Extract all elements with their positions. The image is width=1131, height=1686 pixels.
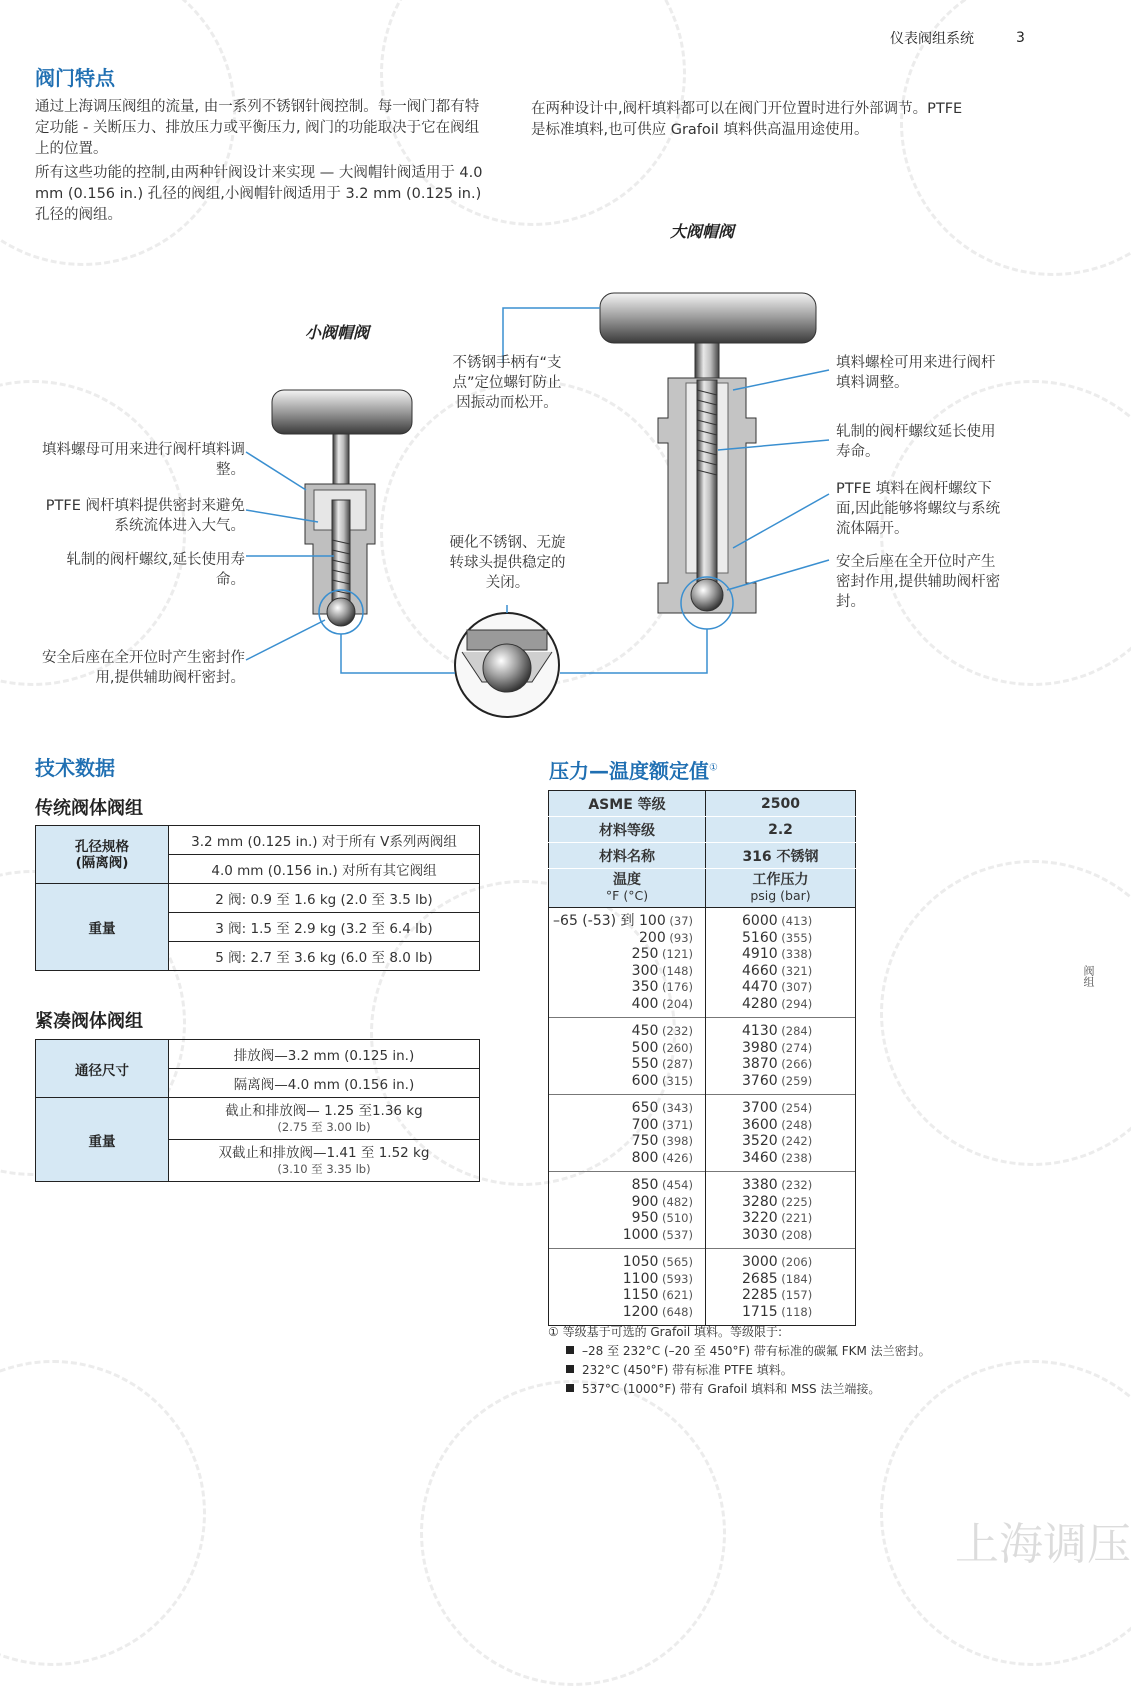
temperature-cell: 850 (454) xyxy=(631,1177,693,1193)
traditional-spec-table xyxy=(35,825,480,971)
pressure-cell: 3600 (248) xyxy=(742,1116,813,1133)
temperature-values xyxy=(549,1095,706,1172)
pressure-cell: 6000 (413) xyxy=(742,913,813,929)
large-valve-illustration xyxy=(600,293,816,629)
pressure-header: 工作压力 psig (bar) xyxy=(706,869,856,908)
pressure-cell: 3460 (238) xyxy=(742,1149,813,1166)
pressure-cell: 3280 (225) xyxy=(742,1193,813,1210)
pressure-cell: 3520 (242) xyxy=(742,1133,813,1149)
pressure-cell: 3000 (206) xyxy=(742,1254,813,1270)
features-paragraph-3: 在两种设计中,阀杆填料都可以在阀门开位置时进行外部调节。PTFE 是标准填料,也可供应 Grafoil 填料供高温用途使用。 xyxy=(531,101,963,138)
asme-class-value: 2500 xyxy=(706,791,856,817)
temperature-values xyxy=(549,1172,706,1249)
pt-row-group xyxy=(549,1172,856,1249)
callout-large-packing-bolt: 填料螺栓可用来进行阀杆填料调整。 xyxy=(836,355,996,391)
large-bonnet-title: 大阀帽阀 xyxy=(670,222,735,241)
temperature-header: 温度 °F (°C) xyxy=(549,869,706,908)
material-grade-label: 材料等级 xyxy=(549,817,706,843)
pt-row-group xyxy=(549,1095,856,1172)
temperature-cell: 550 (287) xyxy=(631,1056,693,1072)
callout-small-threads: 轧制的阀杆螺纹,延长使用寿命。 xyxy=(66,552,245,588)
pressure-cell: 3700 (254) xyxy=(742,1100,813,1116)
pressure-cell: 1715 (118) xyxy=(742,1303,813,1320)
temperature-cell: 350 (176) xyxy=(631,979,693,995)
callout-small-ptfe: PTFE 阀杆填料提供密封来避免系统流体进入大气。 xyxy=(45,498,245,534)
temperature-cell: 400 (204) xyxy=(631,995,693,1012)
pressure-cell: 4280 (294) xyxy=(742,995,813,1012)
temperature-cell: 1100 (593) xyxy=(622,1270,693,1287)
small-valve-illustration xyxy=(272,390,412,634)
material-name-value: 316 不锈钢 xyxy=(706,843,856,869)
temperature-cell: 450 (232) xyxy=(631,1023,693,1039)
weight-label: 重量 xyxy=(36,884,169,971)
small-bonnet-title: 小阀帽阀 xyxy=(305,323,370,342)
pressure-temperature-table xyxy=(548,790,856,1326)
side-tab-label: 阀组 xyxy=(1082,965,1095,987)
watermark-circle xyxy=(420,1380,726,1686)
callout-handle: 不锈钢手柄有“支点”定位螺钉防止因振动而松开。 xyxy=(452,355,562,411)
pressure-values xyxy=(706,1172,856,1249)
page-header-title: 仪表阀组系统 xyxy=(890,31,974,47)
footnote: ① 等级基于可选的 Grafoil 填料。等级限于: xyxy=(548,1325,783,1339)
temperature-cell: 1000 (537) xyxy=(622,1226,693,1243)
pressure-cell: 3760 (259) xyxy=(742,1072,813,1089)
callout-large-threads: 轧制的阀杆螺纹延长使用寿命。 xyxy=(836,424,996,460)
features-paragraph-2: 所有这些功能的控制,由两种针阀设计来实现 — 大阀帽针阀适用于 4.0 mm (0.156 in.) 孔径的阀组,小阀帽针阀适用于 3.2 mm (0.125 in.) 孔径的阀组。 xyxy=(35,165,483,223)
pressure-cell: 3870 (266) xyxy=(742,1056,813,1072)
temperature-cell: 300 (148) xyxy=(631,962,693,979)
pressure-values xyxy=(706,908,856,1018)
temperature-cell: 250 (121) xyxy=(631,946,693,962)
pressure-cell: 3380 (232) xyxy=(742,1177,813,1193)
weight-value: 2 阀: 0.9 至 1.6 kg (2.0 至 3.5 lb) xyxy=(169,884,480,913)
pressure-cell: 2285 (157) xyxy=(742,1287,813,1303)
section-heading-tech: 技术数据 xyxy=(35,756,115,780)
temperature-cell: 650 (343) xyxy=(631,1100,693,1116)
callout-large-backseat: 安全后座在全开位时产生密封作用,提供辅助阀杆密封。 xyxy=(836,554,1001,610)
temperature-cell: 750 (398) xyxy=(631,1133,693,1149)
watermark-circle xyxy=(0,1360,206,1666)
temperature-cell: 700 (371) xyxy=(631,1116,693,1133)
temperature-values xyxy=(549,1018,706,1095)
compact-weight-value: 双截止和排放阀—1.41 至 1.52 kg (3.10 至 3.35 lb) xyxy=(169,1140,480,1182)
pressure-values xyxy=(706,1249,856,1326)
watermark-text: 上海调压 xyxy=(955,1519,1131,1570)
pressure-cell: 3980 (274) xyxy=(742,1039,813,1056)
temperature-cell: 900 (482) xyxy=(631,1193,693,1210)
pressure-cell: 2685 (184) xyxy=(742,1270,813,1287)
callout-small-backseat: 安全后座在全开位时产生密封作用,提供辅助阀杆密封。 xyxy=(42,650,245,686)
footnote-bullets xyxy=(566,1342,931,1399)
pressure-cell: 5160 (355) xyxy=(742,929,813,946)
pressure-cell: 4130 (284) xyxy=(742,1023,813,1039)
traditional-body-title: 传统阀体阀组 xyxy=(35,798,143,819)
pressure-cell: 4470 (307) xyxy=(742,979,813,995)
footnote-bullet: 232°C (450°F) 带有标准 PTFE 填料。 xyxy=(566,1361,931,1380)
callout-ball-tip: 硬化不锈钢、无旋转球头提供稳定的关闭。 xyxy=(449,535,566,591)
temperature-cell: 600 (315) xyxy=(631,1072,693,1089)
bore-size-label: 孔径规格 (隔离阀) xyxy=(36,826,169,884)
material-name-label: 材料名称 xyxy=(549,843,706,869)
compact-weight-label: 重量 xyxy=(36,1098,169,1182)
footnote-bullet: 537°C (1000°F) 带有 Grafoil 填料和 MSS 法兰端接。 xyxy=(566,1380,931,1399)
section-heading-pt: 压力—温度额定值① xyxy=(549,759,718,783)
pt-row-group xyxy=(549,908,856,1018)
ball-tip-detail xyxy=(455,613,559,717)
pt-row-group xyxy=(549,1249,856,1326)
size-value: 隔离阀—4.0 mm (0.156 in.) xyxy=(169,1069,480,1098)
pressure-cell: 4660 (321) xyxy=(742,962,813,979)
footnote-bullet: –28 至 232°C (–20 至 450°F) 带有标准的碳氟 FKM 法兰密封。 xyxy=(566,1342,931,1361)
temperature-cell: 1050 (565) xyxy=(622,1254,693,1270)
pt-rows xyxy=(549,908,856,1326)
temperature-values xyxy=(549,1249,706,1326)
weight-value: 5 阀: 2.7 至 3.6 kg (6.0 至 8.0 lb) xyxy=(169,942,480,971)
pressure-values xyxy=(706,1095,856,1172)
callout-small-packing-nut: 填料螺母可用来进行阀杆填料调整。 xyxy=(42,442,245,478)
callout-large-ptfe: PTFE 填料在阀杆螺纹下面,因此能够将螺纹与系统流体隔开。 xyxy=(836,481,1001,537)
material-grade-value: 2.2 xyxy=(706,817,856,843)
pressure-cell: 3030 (208) xyxy=(742,1226,813,1243)
temperature-cell: –65 (-53) 到 100 (37) xyxy=(553,913,693,929)
size-label: 通径尺寸 xyxy=(36,1040,169,1098)
temperature-cell: 800 (426) xyxy=(631,1149,693,1166)
watermark-circle xyxy=(880,860,1131,1166)
size-value: 排放阀—3.2 mm (0.125 in.) xyxy=(169,1040,480,1069)
pt-row-group xyxy=(549,1018,856,1095)
section-heading-features: 阀门特点 xyxy=(35,66,115,90)
bore-size-value: 4.0 mm (0.156 in.) 对所有其它阀组 xyxy=(169,855,480,884)
pressure-values xyxy=(706,1018,856,1095)
temperature-cell: 200 (93) xyxy=(639,929,693,946)
pressure-cell: 4910 (338) xyxy=(742,946,813,962)
temperature-cell: 1200 (648) xyxy=(622,1303,693,1320)
temperature-values xyxy=(549,908,706,1018)
features-paragraph-1: 通过上海调压阀组的流量, 由一系列不锈钢针阀控制。每一阀门都有特定功能 - 关断压力、排放压力或平衡压力, 阀门的功能取决于它在阀组上的位置。 xyxy=(35,99,480,157)
asme-class-label: ASME 等级 xyxy=(549,791,706,817)
compact-weight-value: 截止和排放阀— 1.25 至1.36 kg (2.75 至 3.00 lb) xyxy=(169,1098,480,1140)
bore-size-value: 3.2 mm (0.125 in.) 对于所有 V系列两阀组 xyxy=(169,826,480,855)
pressure-cell: 3220 (221) xyxy=(742,1210,813,1226)
weight-value: 3 阀: 1.5 至 2.9 kg (3.2 至 6.4 lb) xyxy=(169,913,480,942)
compact-body-title: 紧凑阀体阀组 xyxy=(35,1011,143,1032)
page-number: 3 xyxy=(1016,30,1025,46)
temperature-cell: 950 (510) xyxy=(631,1210,693,1226)
compact-spec-table xyxy=(35,1039,480,1182)
temperature-cell: 1150 (621) xyxy=(622,1287,693,1303)
temperature-cell: 500 (260) xyxy=(631,1039,693,1056)
